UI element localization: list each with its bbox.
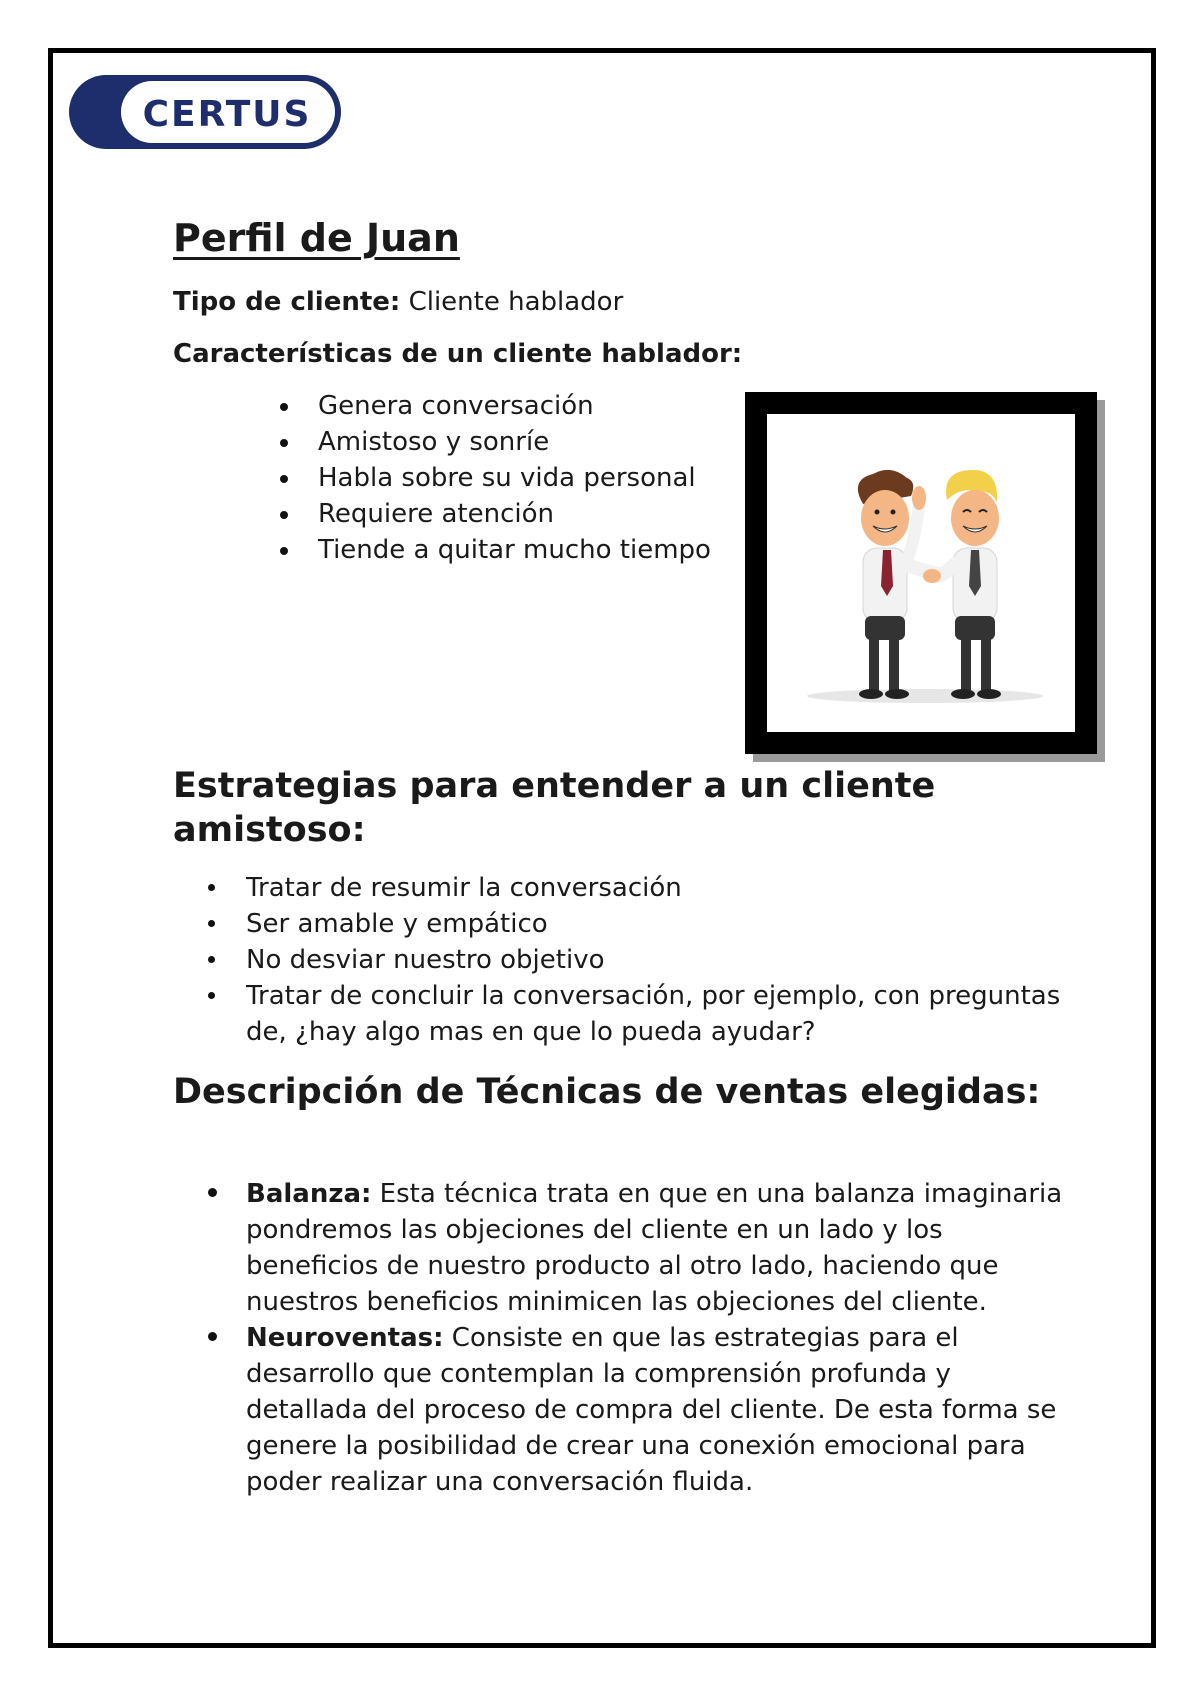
logo-text: CERTUS: [142, 94, 312, 135]
strategy-item: No desviar nuestro objetivo: [208, 942, 1068, 978]
right-man-figure: [923, 470, 1001, 699]
technique-item: [208, 1320, 1068, 1500]
strategy-item: Tratar de resumir la conversación: [208, 870, 1068, 906]
trait-item: Requiere atención: [280, 496, 711, 532]
technique-item: [208, 1176, 1068, 1320]
illustration-canvas: [767, 414, 1075, 732]
trait-item: Tiende a quitar mucho tiempo: [280, 532, 711, 568]
trait-item: Amistoso y sonríe: [280, 424, 711, 460]
technique-description: Esta técnica trata en que en una balanza imaginaria pondremos las objeciones del cliente en un lado y los beneficios de nuestro producto al otro lado, haciendo que nuestros beneficios minimicen las objeciones del cliente.: [246, 1179, 1063, 1317]
client-type-value: Cliente hablador: [400, 287, 624, 317]
illustration-frame: [745, 392, 1097, 754]
technique-term: Balanza:: [246, 1179, 372, 1209]
trait-item: Genera conversación: [280, 388, 711, 424]
traits-label: Características de un cliente hablador:: [173, 339, 743, 369]
handshake-illustration-icon: [767, 414, 1075, 732]
client-type-label: Tipo de cliente:: [173, 287, 401, 317]
techniques-list: [208, 1176, 1068, 1500]
strategies-heading: Estrategias para entender a un cliente amistoso:: [173, 766, 936, 850]
trait-item: Habla sobre su vida personal: [280, 460, 711, 496]
technique-term: Neuroventas:: [246, 1323, 444, 1353]
profile-title: Perfil de Juan: [173, 216, 460, 260]
certus-logo: [67, 73, 343, 155]
strategies-list: [208, 870, 1068, 1050]
traits-list: [280, 388, 711, 568]
client-type-line: [173, 287, 623, 317]
technique-description: Consiste en que las estrategias para el desarrollo que contemplan la comprensión profunda y detallada del proceso de compra del cliente. De esta forma se genere la posibilidad de crear una conexión emocional para poder realizar una conversación fluida.: [246, 1323, 1057, 1497]
strategy-item: Ser amable y empático: [208, 906, 1068, 942]
strategy-item: Tratar de concluir la conversación, por ejemplo, con preguntas de, ¿hay algo mas en que lo pueda ayudar?: [208, 978, 1068, 1050]
techniques-heading: Descripción de Técnicas de ventas elegidas:: [173, 1072, 1041, 1112]
left-man-figure: [858, 470, 939, 699]
